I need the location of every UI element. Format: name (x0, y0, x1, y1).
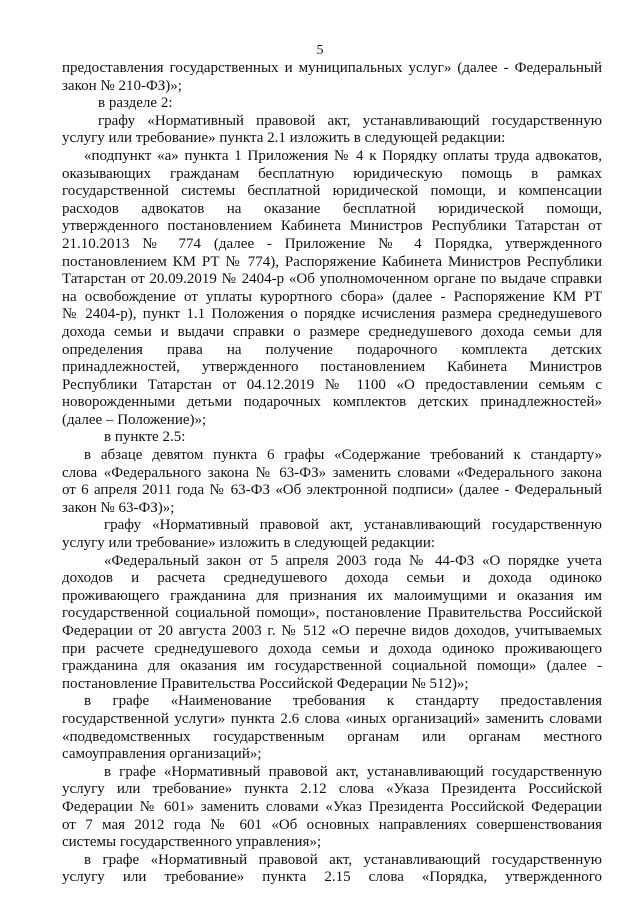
text-line: услугу или требование» пункта 2.1 изложить в следующей редакции: (62, 130, 506, 147)
text-line: в графе «Нормативный правовой акт, устанавливающий государственную (104, 763, 602, 780)
text-line: «подведомственных государственным органам или органам местного (62, 728, 602, 745)
text-line: постановлением КМ РТ № 774), Распоряжение Кабинета Министров Республики (62, 253, 602, 270)
text-line: графу «Нормативный правовой акт, устанавливающий государственную (104, 517, 602, 534)
text-line: «Федеральный закон от 5 апреля 2003 года № 44-ФЗ «О порядке учета (104, 552, 602, 569)
text-line: услугу или требование» пункта 2.15 слова «Порядка, утвержденного (62, 869, 602, 886)
document-body (62, 60, 602, 887)
text-line: постановление Правительства Российской Федерации № 512)»; (62, 675, 469, 692)
text-line: слова «Федерального закона № 63-ФЗ» заменить словами «Федерального закона (62, 464, 602, 481)
text-line: новорожденными детьми подарочных комплектов детских принадлежностей» (62, 394, 602, 411)
text-line: Федерации от 20 августа 2003 г. № 512 «О перечне видов доходов, учитываемых (62, 623, 602, 639)
text-line: системы государственного управления»; (62, 834, 322, 851)
text-line: № 2404-р), пункт 1.1 Положения о порядке исчисления размера среднедушевого (62, 306, 602, 323)
text-line: услугу или требование» пункта 2.12 слова «Указа Президента Российской (62, 781, 602, 798)
text-line: в абзаце девятом пункта 6 графы «Содержание требований к стандарту» (84, 447, 602, 464)
text-line: от 7 мая 2012 года № 601 «Об основных направлениях совершенствования (62, 816, 602, 833)
text-line: Татарстан от 20.09.2019 № 2404-р «Об уполномоченном органе по выдаче справки (62, 271, 602, 288)
text-line: утвержденного постановлением Кабинета Министров Республики Татарстан от (62, 218, 602, 235)
text-line: графу «Нормативный правовой акт, устанавливающий государственную (98, 112, 602, 129)
text-line: в разделе 2: (98, 95, 173, 112)
text-line: на освобождение от уплаты курортного сбора» (далее - Распоряжение КМ РТ (62, 288, 602, 305)
text-line: государственной услуги» пункта 2.6 слова «иных организаций» заменить словами (62, 710, 602, 727)
text-line: в графе «Наименование требования к стандарту предоставления (84, 693, 602, 710)
text-line: самоуправления организаций»; (62, 746, 262, 763)
text-line: оказывающих гражданам бесплатную юридическую помощь в рамках (62, 165, 602, 182)
text-line: Федерации № 601» заменить словами «Указ Президента Российской Федерации (62, 798, 602, 815)
text-line: 21.10.2013 № 774 (далее - Приложение № 4 Порядка, утвержденного (62, 235, 602, 252)
text-line: услугу или требование» изложить в следующей редакции: (62, 535, 436, 552)
text-line: (далее – Положение)»; (62, 411, 207, 428)
text-line: расходов адвокатов на оказание бесплатной юридической помощи, (62, 200, 602, 217)
text-line: государственной системы бесплатной юридической помощи, и компенсации (62, 183, 602, 200)
page-number: 5 (316, 43, 324, 58)
text-line: закон № 210-ФЗ)»; (62, 77, 182, 94)
text-line: гражданина для оказания им государственной социальной помощи» (далее - (62, 658, 602, 675)
text-line: государственной социальной помощи», постановление Правительства Российской (62, 605, 602, 622)
text-line: доходов и расчета среднедушевого дохода семьи и дохода одиноко (62, 570, 602, 587)
text-line: закон № 63-ФЗ)»; (62, 499, 175, 516)
text-line: проживающего гражданина для признания их малоимущими и оказания им (62, 587, 602, 604)
text-line: в пункте 2.5: (104, 429, 186, 446)
text-line: Республики Татарстан от 04.12.2019 № 1100 «О предоставлении семьям с (62, 376, 602, 393)
text-line: определения права на получение подарочного комплекта детских (62, 341, 602, 358)
text-line: при расчете среднедушевого дохода семьи и дохода одиноко проживающего (62, 640, 602, 657)
text-line: дохода семьи и выдачи справки о размере среднедушевого дохода семьи для (62, 323, 602, 340)
text-line: от 6 апреля 2011 года № 63-ФЗ «Об электронной подписи» (далее - Федеральный (62, 482, 602, 499)
text-line: «подпункт «а» пункта 1 Приложения № 4 к Порядку оплаты труда адвокатов, (84, 147, 602, 164)
text-line: в графе «Нормативный правовой акт, устанавливающий государственную (84, 851, 602, 868)
text-line: предоставления государственных и муниципальных услуг» (далее - Федеральный (62, 60, 602, 76)
text-line: принадлежностей, утвержденного постановлением Кабинета Министров (62, 359, 602, 376)
